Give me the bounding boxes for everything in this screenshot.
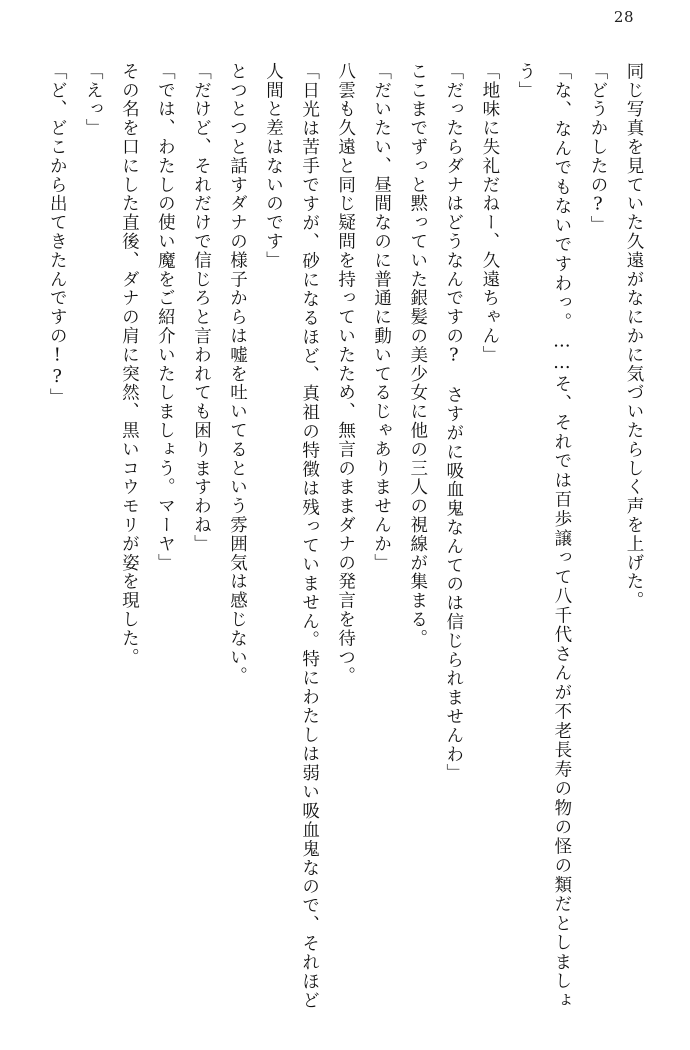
paragraph: ここまでずっと黙っていた銀髪の美少女に他の三人の視線が集まる。 [407,62,428,648]
paragraph: その名を口にした直後、ダナの肩に突然、黒いコウモリが姿を現した。 [119,62,140,667]
paragraph: 「な、なんでもないですわっ。……そ、それでは百歩譲って八千代さんが不老長寿の物の怪の類だとしましょう」 [515,62,572,1010]
paragraph: 「日光は苦手ですが、砂になるほど、真祖の特徴は残っていません。特にわたしは弱い吸血鬼なので、それほど人間と差はないのです」 [263,62,320,1010]
paragraph: 「だけど、それだけで信じろと言われても困りますわね」 [191,62,212,554]
paragraph: とつとつと話すダナの様子からは嘘を吐いてるという雰囲気は感じない。 [227,62,248,686]
paragraph: 「どうかしたの?」 [587,62,608,235]
paragraph: 「えっ」 [83,62,104,138]
paragraph: 八雲も久遠と同じ疑問を持っていたため、無言のままダナの発言を待つ。 [335,62,356,686]
paragraph: 「ど、どこから出てきたんですの!?」 [47,62,68,408]
page-text [28,62,652,1010]
paragraph: 「では、わたしの使い魔をご紹介いたしましょう。マーヤ」 [155,62,176,573]
paragraph: 「だいたい、昼間なのに普通に動いてるじゃありませんか」 [371,62,392,573]
paragraph: 「地味に失礼だねー、久遠ちゃん」 [479,62,500,365]
page-number: 28 [613,8,634,26]
paragraph: 「だったらダナはどうなんですの? さすがに吸血鬼なんてのは信じられませんわ」 [443,62,464,783]
paragraph: 同じ写真を見ていた久遠がなにかに気づいたらしく声を上げた。 [624,62,644,611]
